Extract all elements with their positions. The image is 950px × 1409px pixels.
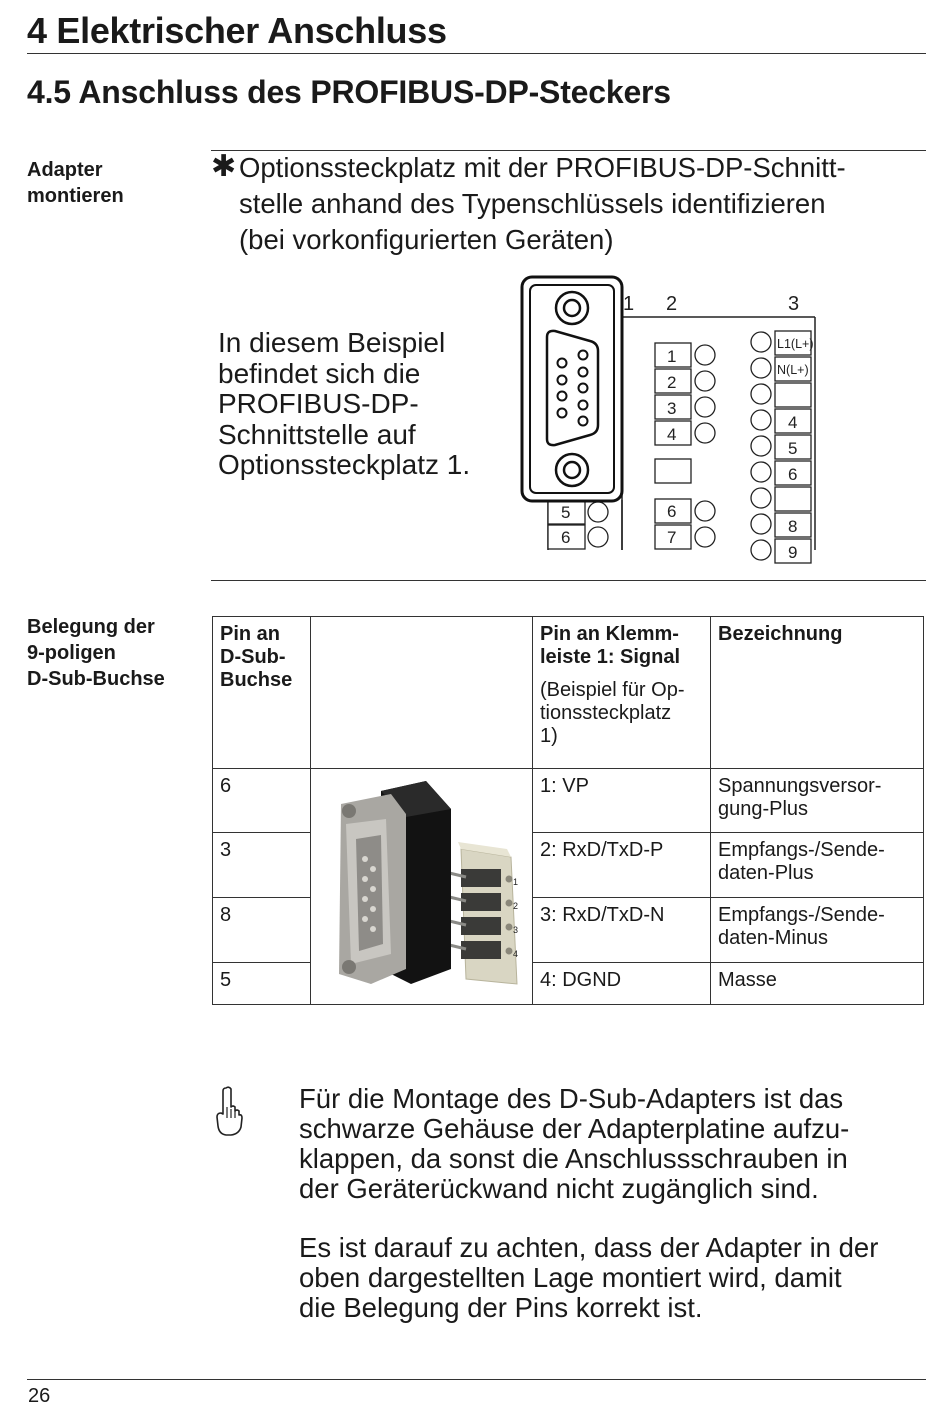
column-number-1: 1 [623, 293, 635, 315]
header-pin [213, 617, 311, 769]
slot2-terminal-2: 2 [667, 373, 677, 392]
slot3-terminal-4: 4 [788, 413, 798, 432]
slot2-terminals [655, 343, 715, 549]
photo-terminal-3: 3 [513, 925, 519, 935]
photo-terminal-1: 1 [513, 877, 519, 887]
header-signal-note-line1: (Beispiel für Op- [540, 679, 685, 701]
slot2-terminal-1: 1 [667, 347, 677, 366]
header-name: Bezeichnung [711, 617, 924, 769]
row-signal: 2: RxD/TxD-P [533, 833, 711, 897]
chapter-title: 4 Elektrischer Anschluss [27, 10, 447, 51]
slot3-terminal-5: 5 [788, 439, 798, 458]
row-name-line1: Empfangs-/Sende- [718, 839, 885, 862]
slot1-terminals [548, 500, 608, 549]
note-paragraph-1 [299, 1084, 929, 1204]
note-p1-line1: Für die Montage des D-Sub-Adapters ist das [299, 1083, 844, 1114]
header-image-column [311, 617, 533, 769]
note-p1-line2: schwarze Gehäuse der Adapterplatine aufzu- [299, 1113, 850, 1144]
row-signal: 4: DGND [533, 963, 711, 1005]
note-p2-line2: oben dargestellten Lage montiert wird, damit [299, 1262, 842, 1293]
slot3-terminal-8: 8 [788, 517, 798, 536]
header-signal-note-line2: tionssteckplatz [540, 702, 672, 724]
terminal-diagram [510, 275, 825, 562]
row-signal: 3: RxD/TxD-N [533, 897, 711, 962]
slot2-terminal-7: 7 [667, 528, 677, 547]
note-p1-line4: der Geräterückwand nicht zugänglich sind. [299, 1173, 819, 1204]
note-paragraph-2 [299, 1233, 929, 1323]
pin-assignment-table [212, 616, 924, 1005]
slot2-terminal-6: 6 [667, 502, 677, 521]
header-pin-line1: Pin an [220, 623, 281, 645]
table-side-label-line3: D-Sub-Buchse [27, 668, 165, 690]
header-signal-line1: Pin an Klemm- [540, 623, 679, 645]
row-signal: 1: VP [533, 769, 711, 833]
photo-terminal-2: 2 [513, 901, 519, 911]
slot3-label-l1: L1(L+) [777, 337, 814, 351]
dsub-connector-drawing [522, 277, 622, 501]
row-name [711, 897, 924, 962]
header-pin-line3: Buchse [220, 669, 293, 691]
header-rule [27, 53, 926, 54]
section-title: 4.5 Anschluss des PROFIBUS-DP-Steckers [27, 74, 671, 110]
example-text [218, 328, 508, 481]
pointing-hand-icon [214, 1085, 244, 1137]
example-line3: PROFIBUS-DP- [218, 388, 419, 419]
slot3-terminal-6: 6 [788, 465, 798, 484]
slot3-label-n: N(L+) [777, 363, 809, 377]
row-pin: 5 [213, 963, 311, 1005]
slot1-terminal-5: 5 [561, 503, 571, 522]
diagram-rule [211, 580, 926, 581]
slot2-terminal-4: 4 [667, 425, 677, 444]
row-pin: 3 [213, 833, 311, 897]
row-pin: 6 [213, 769, 311, 833]
row-name-line1: Masse [718, 969, 777, 992]
row-name-line2: daten-Plus [718, 862, 814, 885]
step-text [239, 150, 919, 258]
note-p2-line1: Es ist darauf zu achten, dass der Adapter in der [299, 1232, 879, 1263]
footer-rule [27, 1379, 926, 1380]
table-side-label [27, 614, 165, 692]
row-pin: 8 [213, 897, 311, 962]
note-p2-line3: die Belegung der Pins korrekt ist. [299, 1292, 703, 1323]
row-name [711, 833, 924, 897]
header-pin-line2: D-Sub- [220, 646, 286, 668]
slot3-terminal-9: 9 [788, 543, 798, 562]
row-name [711, 963, 924, 1005]
row-name-line1: Spannungsversor- [718, 775, 882, 797]
row-name-line1: Empfangs-/Sende- [718, 903, 885, 926]
row-name-line2: gung-Plus [718, 798, 809, 820]
example-line5: Optionssteckplatz 1. [218, 449, 471, 480]
example-line2: befindet sich die [218, 357, 421, 389]
step-text-line2: stelle anhand des Typenschlüssels identifizieren [239, 188, 826, 219]
dsub-adapter-photo [311, 769, 531, 998]
slot2-terminal-3: 3 [667, 399, 677, 418]
table-side-label-line2: 9-poligen [27, 642, 116, 664]
note-p1-line3: klappen, da sonst die Anschlussschrauben in [299, 1143, 848, 1174]
metal-dsub-shell [339, 794, 406, 984]
step-text-line3: (bei vorkonfigurierten Geräten) [239, 224, 614, 255]
step-side-label [27, 157, 124, 209]
example-line1: In diesem Beispiel [218, 327, 446, 358]
step-text-line1: Optionssteckplatz mit der PROFIBUS-DP-Schnitt- [239, 152, 846, 183]
asterisk-icon: ✱ [211, 150, 237, 183]
example-line4: Schnittstelle auf [218, 418, 416, 450]
terminal-block [458, 842, 518, 984]
photo-terminal-4: 4 [513, 949, 519, 959]
step-side-label-line2: montieren [27, 185, 124, 207]
header-signal-line2: leiste 1: Signal [540, 646, 681, 668]
row-name [711, 769, 924, 833]
row-name-line2: daten-Minus [718, 926, 829, 949]
header-signal-note-line3: 1) [540, 725, 558, 747]
adapter-photo-cell [311, 769, 533, 1005]
table-row [213, 769, 924, 833]
column-number-2: 2 [666, 293, 678, 315]
header-signal [533, 617, 711, 769]
table-side-label-line1: Belegung der [27, 616, 155, 638]
table-header-row [213, 617, 924, 769]
slot1-terminal-6: 6 [561, 528, 571, 547]
column-number-3: 3 [788, 293, 800, 315]
step-side-label-line1: Adapter [27, 159, 103, 181]
page-number: 26 [28, 1385, 51, 1407]
